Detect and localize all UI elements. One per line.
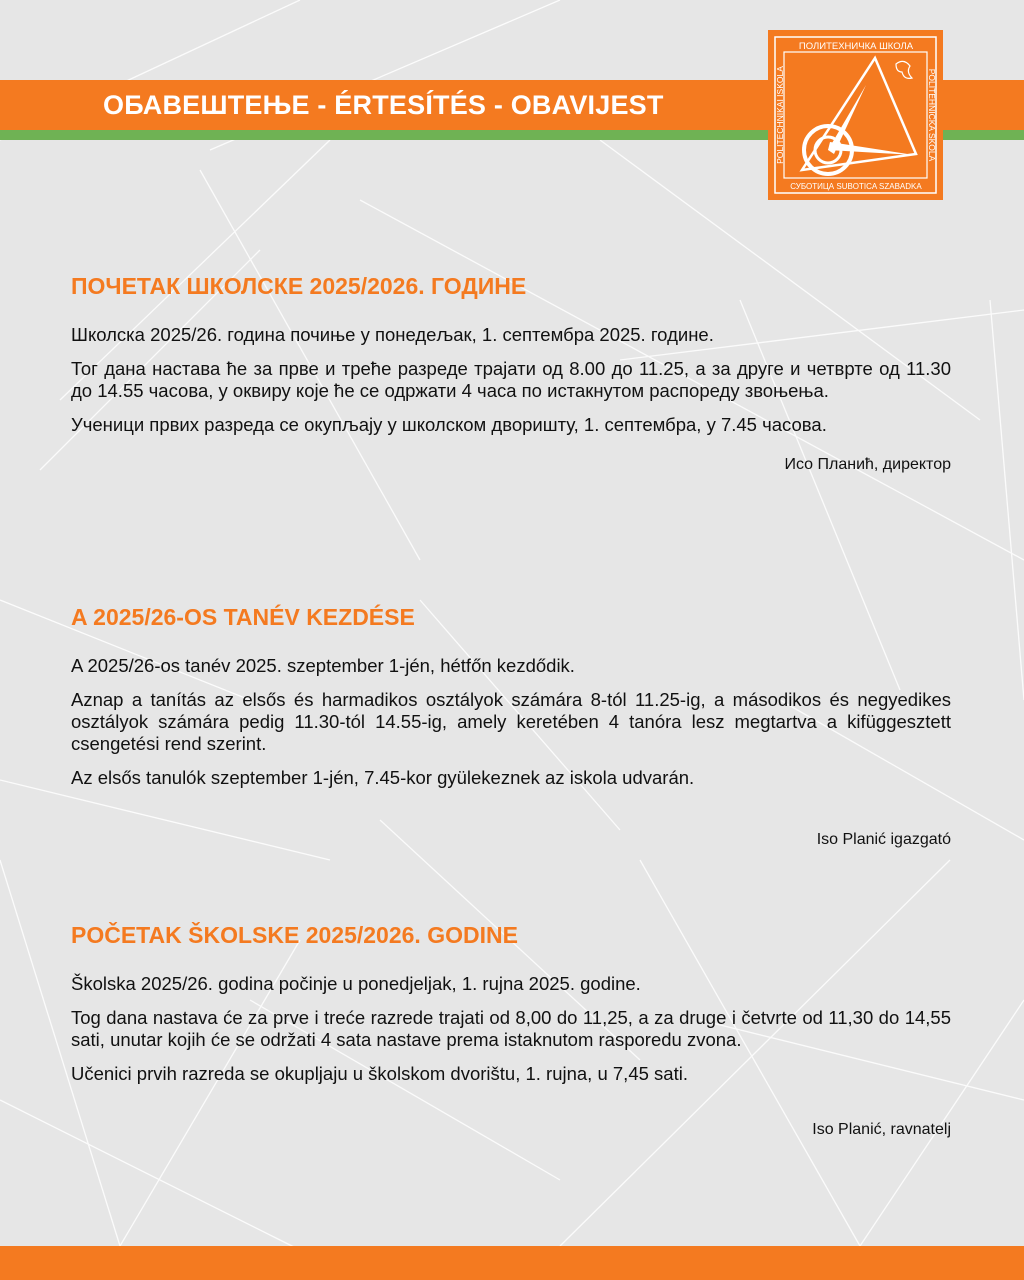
logo-left-text: POLITECHNIKAI ISKOLA (775, 66, 785, 164)
paragraph-start-date: A 2025/26-os tanév 2025. szeptember 1-jén, hétfőn kezdődik. (71, 655, 575, 676)
paragraph-gathering: Učenici prvih razreda se okupljaju u školskom dvorištu, 1. rujna, u 7,45 sati. (71, 1063, 688, 1084)
logo-top-text: ПОЛИТЕХНИЧКА ШКОЛА (798, 41, 914, 52)
logo-emblem-icon (768, 30, 943, 200)
paragraph-schedule: Tog dana nastava će za prve i treće razrede trajati od 8,00 do 11,25, a za druge i četvrte od 11,30 do 14,55 sati, unutar kojih će se održati 4 sata nastave prema istaknutom rasporedu zvona. (71, 1007, 951, 1050)
logo-right-text: POLITEHNIČKA ŠKOLA (927, 68, 937, 162)
notice-section-croatian (71, 922, 951, 1139)
section-title: ПОЧЕТАК ШКОЛСКЕ 2025/2026. ГОДИНЕ (71, 273, 527, 299)
footer-band (0, 1246, 1024, 1280)
paragraph-schedule: Тог дана настава ће за прве и треће разреде трајати од 8.00 до 11.25, а за друге и четврте од 11.30 до 14.55 часова, у оквиру које ће се одржати 4 часа по истакнутом распореду звоњења. (71, 358, 951, 401)
logo-bottom-text: СУБОТИЦА SUBOTICA SZABADKA (790, 182, 922, 191)
school-logo (768, 30, 943, 200)
page-title: ОБАВЕШТЕЊЕ - ÉRTESÍTÉS - OBAVIJEST (103, 90, 664, 120)
signature: Iso Planić, ravnatelj (812, 1121, 951, 1138)
paragraph-gathering: Ученици првих разреда се окупљају у школском дворишту, 1. септембра, у 7.45 часова. (71, 414, 827, 435)
paragraph-schedule: Aznap a tanítás az elsős és harmadikos osztályok számára 8-tól 11.25-ig, a másodikos és negyedikes osztályok számára pedig 11.30-tól 14.55-ig, amely keretében 4 tanóra lesz megtartva a kifüggesztett csengetési rend szerint. (71, 689, 951, 754)
signature: Исо Планић, директор (784, 456, 951, 473)
signature: Iso Planić igazgató (816, 831, 951, 848)
paragraph-start-date: Školska 2025/26. godina počinje u ponedjeljak, 1. rujna 2025. godine. (71, 973, 641, 994)
section-title: POČETAK ŠKOLSKE 2025/2026. GODINE (71, 922, 518, 948)
paragraph-start-date: Школска 2025/26. година почиње у понедељак, 1. септембра 2025. године. (71, 324, 714, 345)
section-title: A 2025/26-OS TANÉV KEZDÉSE (71, 604, 415, 630)
paragraph-gathering: Az elsős tanulók szeptember 1-jén, 7.45-kor gyülekeznek az iskola udvarán. (71, 767, 695, 788)
notice-section-hungarian (71, 604, 951, 849)
notice-section-serbian (71, 273, 951, 474)
